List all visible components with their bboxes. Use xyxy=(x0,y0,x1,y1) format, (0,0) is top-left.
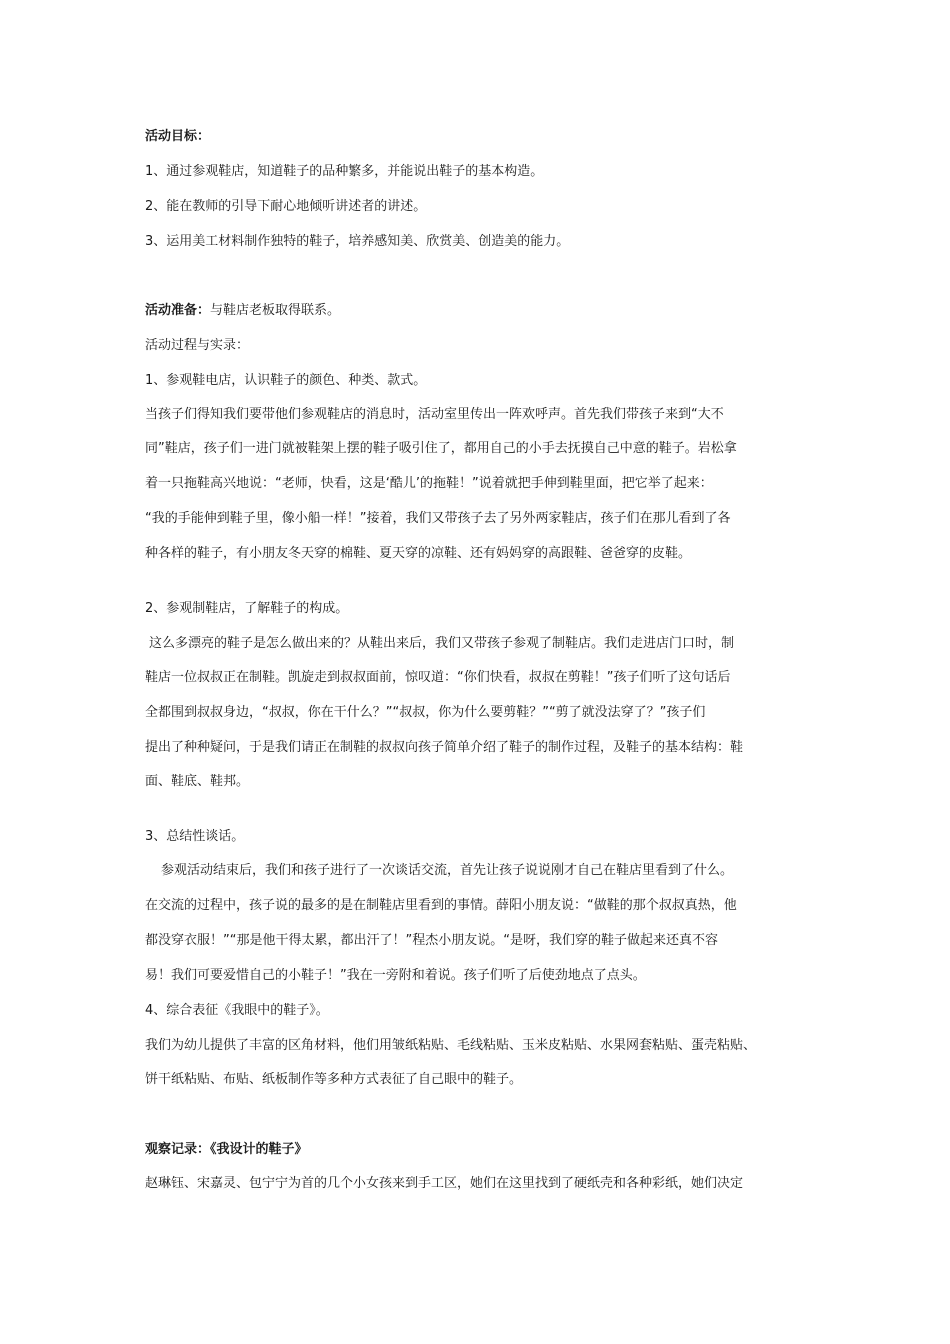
goal-item: 3、运用美工材料制作独特的鞋子，培养感知美、欣赏美、创造美的能力。 xyxy=(145,234,570,249)
process-heading: 活动过程与实录： xyxy=(145,338,250,353)
section2-title: 2、参观制鞋店，了解鞋子的构成。 xyxy=(145,601,349,616)
goals-heading: 活动目标： xyxy=(145,129,211,144)
section3-title: 3、总结性谈话。 xyxy=(145,829,245,844)
prep-text: 与鞋店老板取得联系。 xyxy=(210,303,341,318)
paragraph-line: 鞋店一位叔叔正在制鞋。凯旋走到叔叔面前，惊叹道：“你们快看，叔叔在剪鞋！”孩子们听了这句话后 xyxy=(145,670,731,685)
paragraph-line: 饼干纸粘贴、布贴、纸板制作等多种方式表征了自己眼中的鞋子。 xyxy=(145,1072,523,1087)
section1-title: 1、参观鞋电店，认识鞋子的颜色、种类、款式。 xyxy=(145,373,427,388)
paragraph-line: 种各样的鞋子，有小朋友冬天穿的棉鞋、夏天穿的凉鞋、还有妈妈穿的高跟鞋、爸爸穿的皮鞋。 xyxy=(145,546,692,561)
goal-item: 2、能在教师的引导下耐心地倾听讲述者的讲述。 xyxy=(145,199,427,214)
paragraph-line: 我们为幼儿提供了丰富的区角材料，他们用皱纸粘贴、毛线粘贴、玉米皮粘贴、水果网套粘贴、蛋壳粘贴、 xyxy=(145,1038,757,1053)
paragraph-line: 易！我们可要爱惜自己的小鞋子！”我在一旁附和着说。孩子们听了后使劲地点了点头。 xyxy=(145,968,646,983)
paragraph-line: 着一只拖鞋高兴地说：“老师，快看，这是‘酷儿’的拖鞋！”说着就把手伸到鞋里面，把它举了起来： xyxy=(145,476,713,491)
paragraph-line: 同”鞋店，孩子们一进门就被鞋架上摆的鞋子吸引住了，都用自己的小手去抚摸自己中意的鞋子。岩松拿 xyxy=(145,441,737,456)
paragraph-line: 面、鞋底、鞋邦。 xyxy=(145,774,250,789)
paragraph-line: 提出了种种疑问，于是我们请正在制鞋的叔叔向孩子简单介绍了鞋子的制作过程，及鞋子的基本结构：鞋 xyxy=(145,740,744,755)
paragraph-line: 全都围到叔叔身边，“叔叔，你在干什么？”“叔叔，你为什么要剪鞋？”“剪了就没法穿了？”孩子们 xyxy=(145,705,706,720)
prep-line xyxy=(145,302,820,320)
paragraph-line: “我的手能伸到鞋子里，像小船一样！”接着，我们又带孩子去了另外两家鞋店，孩子们在那儿看到了各 xyxy=(145,511,731,526)
paragraph-line: 都没穿衣服！”“那是他干得太累，都出汗了！”程杰小朋友说。“是呀，我们穿的鞋子做起来还真不容 xyxy=(145,933,718,948)
paragraph-line: 这么多漂亮的鞋子是怎么做出来的？从鞋出来后，我们又带孩子参观了制鞋店。我们走进店门口时，制 xyxy=(149,636,735,651)
goal-item: 1、通过参观鞋店，知道鞋子的品种繁多，并能说出鞋子的基本构造。 xyxy=(145,164,544,179)
paragraph-line: 当孩子们得知我们要带他们参观鞋店的消息时，活动室里传出一阵欢呼声。首先我们带孩子来到“大不 xyxy=(145,407,724,422)
paragraph-line: 参观活动结束后，我们和孩子进行了一次谈话交流，首先让孩子说说刚才自己在鞋店里看到了什么。 xyxy=(161,863,734,878)
paragraph-line: 赵琳钰、宋嘉灵、包宁宁为首的几个小女孩来到手工区，她们在这里找到了硬纸壳和各种彩纸，她们决定 xyxy=(145,1176,744,1191)
paragraph-line: 在交流的过程中，孩子说的最多的是在制鞋店里看到的事情。薛阳小朋友说：“做鞋的那个叔叔真热，他 xyxy=(145,898,737,913)
observation-heading: 观察记录：《我设计的鞋子》 xyxy=(145,1142,308,1157)
prep-label: 活动准备： xyxy=(145,303,211,318)
section4-title: 4、综合表征《我眼中的鞋子》。 xyxy=(145,1003,329,1018)
